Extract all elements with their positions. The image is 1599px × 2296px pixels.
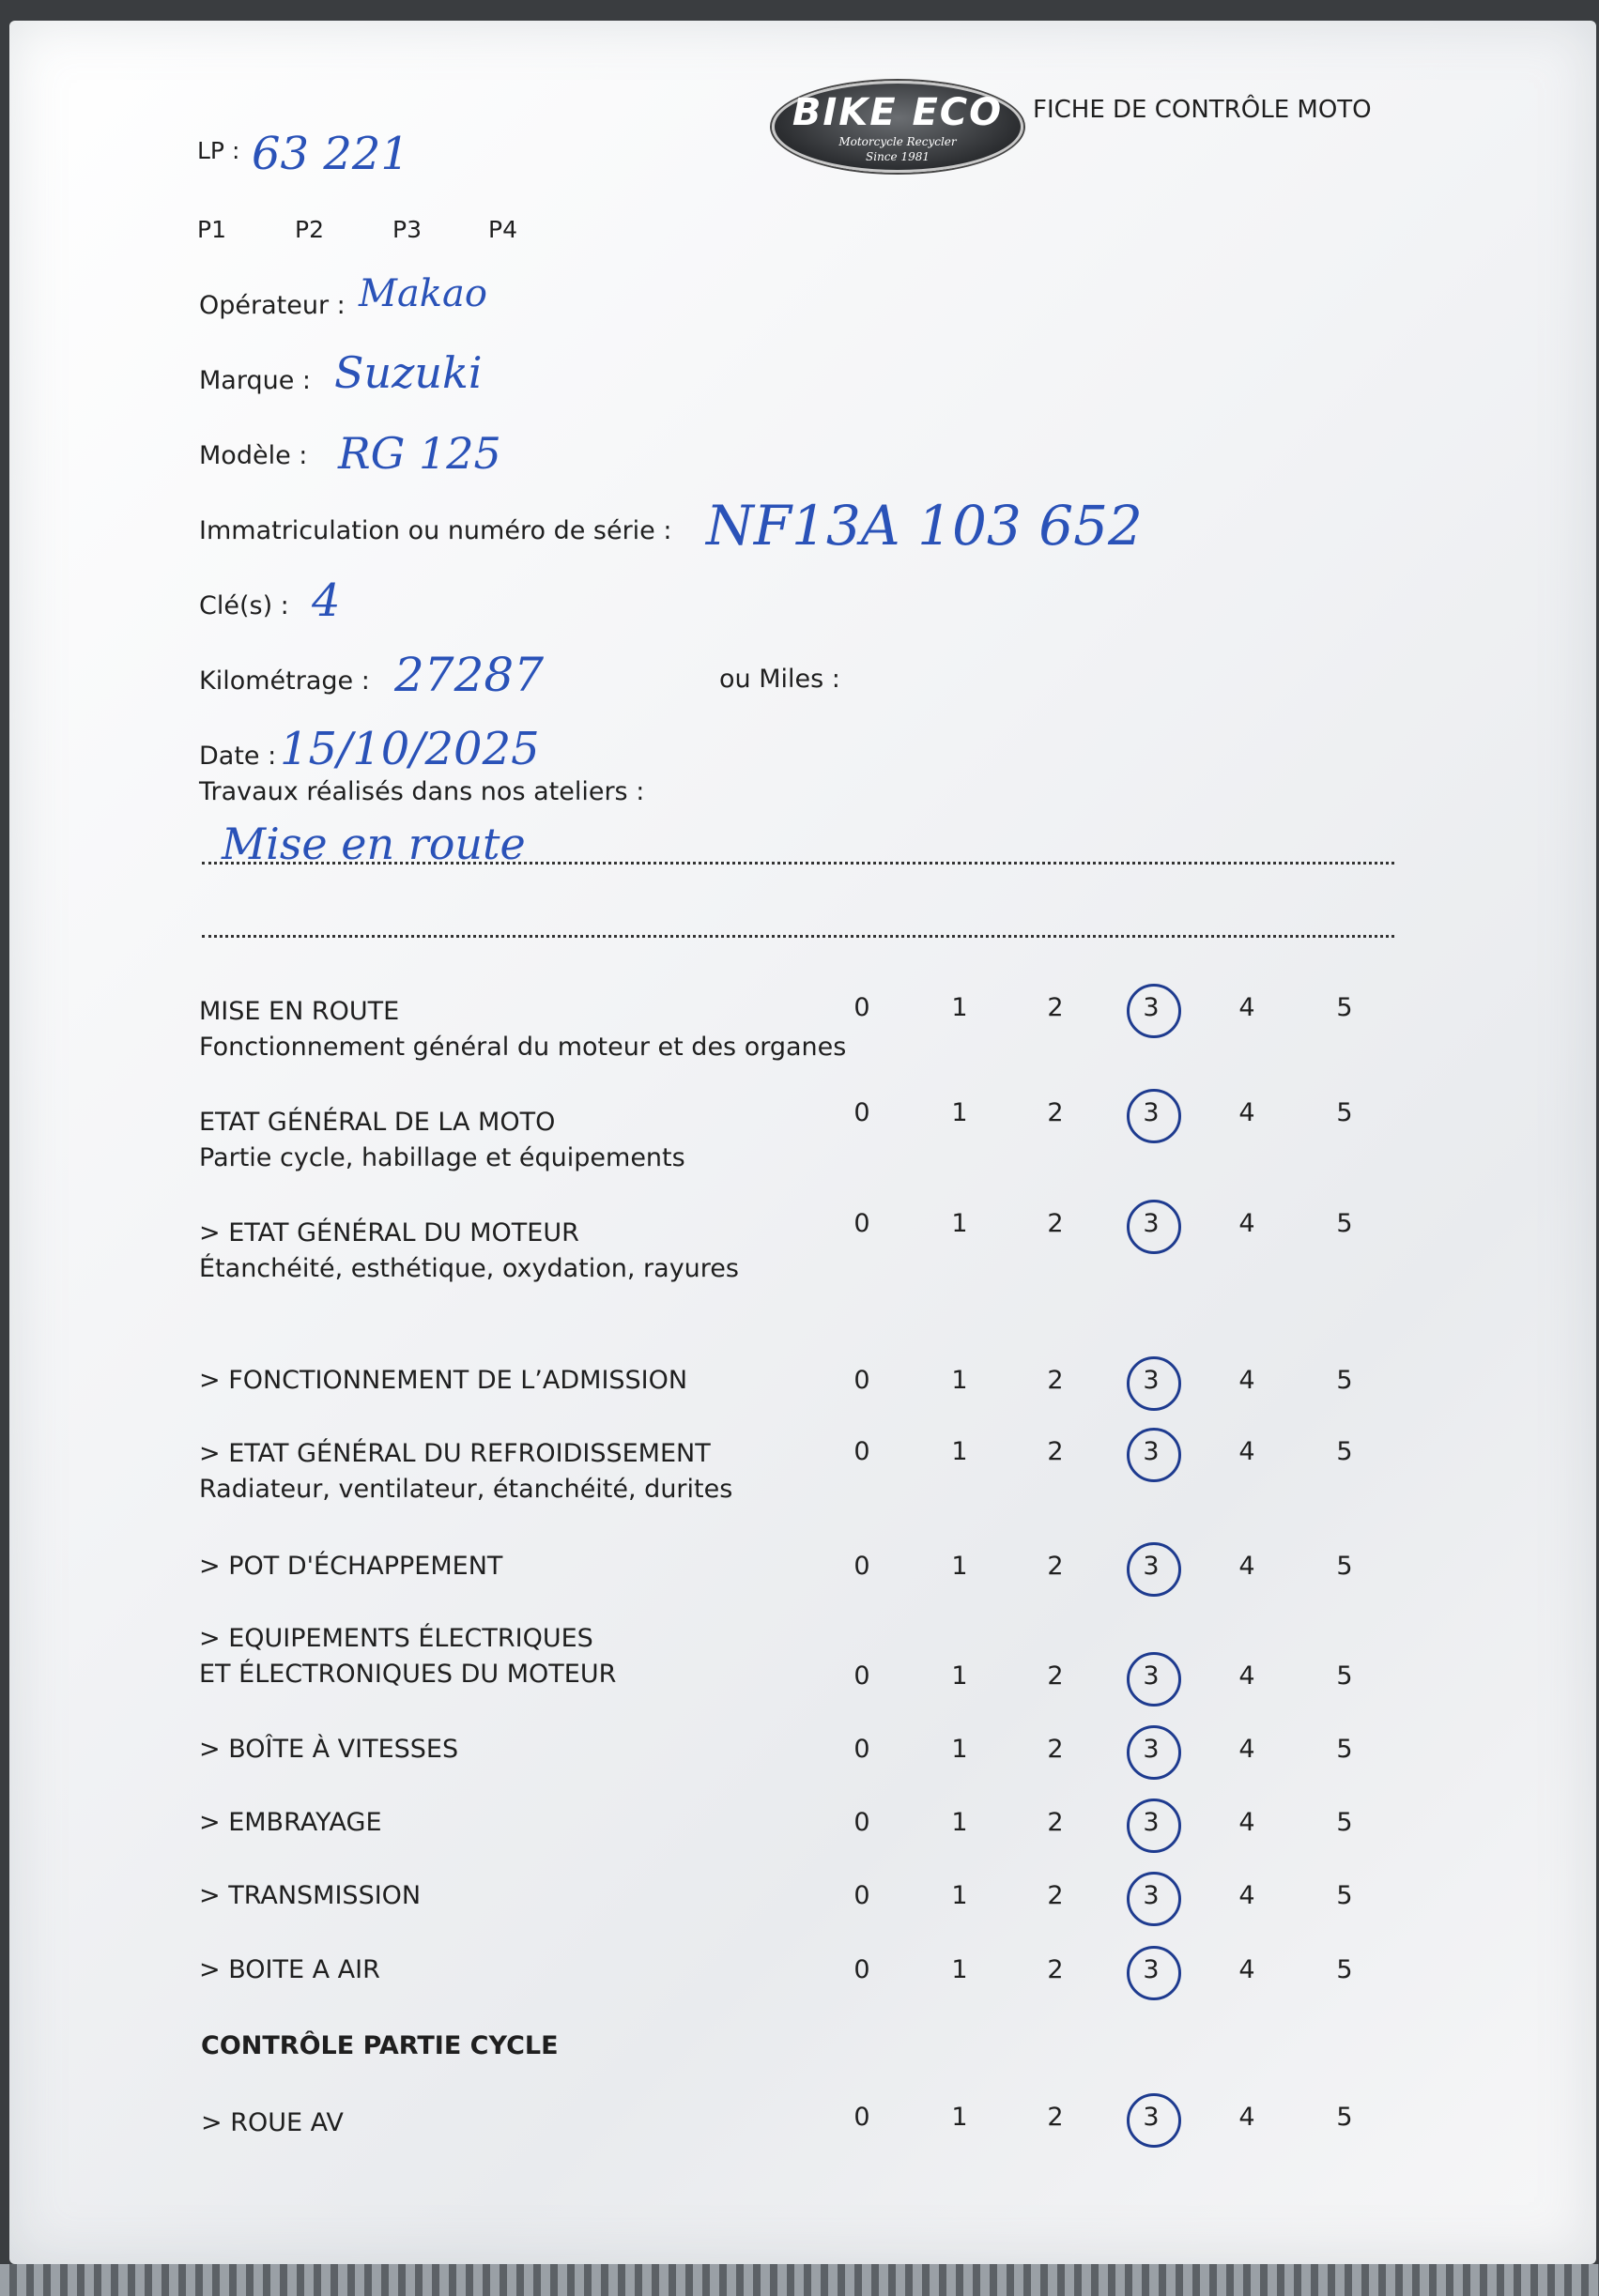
- check-11-score-option-3[interactable]: 3: [1143, 1955, 1160, 1984]
- check-10-rating-scale: [0, 1881, 1599, 1919]
- check-6-score-option-1[interactable]: 1: [951, 1552, 968, 1581]
- check-7-score-option-1[interactable]: 1: [951, 1661, 968, 1691]
- modele-value: RG 125: [338, 428, 501, 479]
- cycle-1-score-option-3[interactable]: 3: [1143, 2103, 1160, 2132]
- check-4-score-option-2[interactable]: 2: [1047, 1366, 1064, 1395]
- check-7-score-option-5[interactable]: 5: [1336, 1661, 1353, 1691]
- cles-label: Clé(s) :: [199, 591, 289, 620]
- immat-value: NF13A 103 652: [706, 494, 1143, 558]
- bike-eco-logo: [772, 81, 1023, 173]
- km-label: Kilométrage :: [199, 666, 370, 696]
- check-2-subtitle: Partie cycle, habillage et équipements: [199, 1143, 685, 1172]
- check-2-score-option-5[interactable]: 5: [1336, 1098, 1353, 1127]
- check-9-score-option-2[interactable]: 2: [1047, 1808, 1064, 1837]
- check-4-title: > FONCTIONNEMENT DE L’ADMISSION: [199, 1366, 688, 1395]
- check-11-score-option-0[interactable]: 0: [853, 1955, 870, 1984]
- check-11-score-option-5[interactable]: 5: [1336, 1955, 1353, 1984]
- check-6-score-option-0[interactable]: 0: [853, 1552, 870, 1581]
- miles-label: ou Miles :: [719, 665, 840, 694]
- check-3-subtitle: Étanchéité, esthétique, oxydation, rayures: [199, 1254, 739, 1283]
- check-4-score-option-1[interactable]: 1: [951, 1366, 968, 1395]
- check-9-score-option-3[interactable]: 3: [1143, 1808, 1160, 1837]
- check-3-title: > ETAT GÉNÉRAL DU MOTEUR: [199, 1218, 579, 1247]
- check-4-score-option-0[interactable]: 0: [853, 1366, 870, 1395]
- immat-label: Immatriculation ou numéro de série :: [199, 516, 672, 545]
- marque-value: Suzuki: [334, 347, 483, 398]
- check-10-score-option-2[interactable]: 2: [1047, 1881, 1064, 1910]
- check-7-title: > EQUIPEMENTS ÉLECTRIQUES: [199, 1624, 593, 1653]
- position-p1: P1: [197, 216, 226, 243]
- cycle-1-score-option-5[interactable]: 5: [1336, 2103, 1353, 2132]
- check-2-selected-score-circle: [1127, 1089, 1181, 1143]
- check-8-title: > BOÎTE À VITESSES: [199, 1735, 459, 1764]
- check-1-score-option-3[interactable]: 3: [1143, 993, 1160, 1022]
- check-10-score-option-4[interactable]: 4: [1238, 1881, 1255, 1910]
- form-sheet: [9, 21, 1596, 2264]
- check-5-subtitle: Radiateur, ventilateur, étanchéité, durites: [199, 1475, 733, 1504]
- cycle-1-score-option-1[interactable]: 1: [951, 2103, 968, 2132]
- check-9-rating-scale: [0, 1808, 1599, 1845]
- travaux-line-1: [202, 862, 1394, 865]
- check-2-score-option-4[interactable]: 4: [1238, 1098, 1255, 1127]
- check-10-title: > TRANSMISSION: [199, 1881, 422, 1910]
- travaux-label: Travaux réalisés dans nos ateliers :: [199, 777, 645, 806]
- check-4-rating-scale: [0, 1366, 1599, 1403]
- check-6-title: > POT D'ÉCHAPPEMENT: [199, 1552, 503, 1581]
- check-3-score-option-5[interactable]: 5: [1336, 1209, 1353, 1238]
- cycle-1-score-option-2[interactable]: 2: [1047, 2103, 1064, 2132]
- check-8-score-option-0[interactable]: 0: [853, 1735, 870, 1764]
- check-8-score-option-1[interactable]: 1: [951, 1735, 968, 1764]
- check-10-score-option-3[interactable]: 3: [1143, 1881, 1160, 1910]
- check-8-score-option-4[interactable]: 4: [1238, 1735, 1255, 1764]
- check-9-selected-score-circle: [1127, 1799, 1181, 1853]
- check-5-score-option-2[interactable]: 2: [1047, 1437, 1064, 1466]
- check-2-rating-scale: [0, 1098, 1599, 1136]
- check-7-selected-score-circle: [1127, 1652, 1181, 1707]
- check-3-score-option-3[interactable]: 3: [1143, 1209, 1160, 1238]
- logo-brand: BIKE ECO: [792, 91, 1004, 134]
- check-8-score-option-5[interactable]: 5: [1336, 1735, 1353, 1764]
- check-6-score-option-3[interactable]: 3: [1143, 1552, 1160, 1581]
- check-1-selected-score-circle: [1127, 984, 1181, 1038]
- check-1-score-option-0[interactable]: 0: [853, 993, 870, 1022]
- km-value: 27287: [394, 648, 545, 702]
- check-4-score-option-3[interactable]: 3: [1143, 1366, 1160, 1395]
- check-6-score-option-5[interactable]: 5: [1336, 1552, 1353, 1581]
- binder-strip: [0, 2264, 1599, 2296]
- check-1-rating-scale: [0, 993, 1599, 1031]
- modele-label: Modèle :: [199, 441, 308, 470]
- check-9-score-option-1[interactable]: 1: [951, 1808, 968, 1837]
- check-5-rating-scale: [0, 1437, 1599, 1475]
- check-5-selected-score-circle: [1127, 1428, 1181, 1482]
- check-7-subtitle: ET ÉLECTRONIQUES DU MOTEUR: [199, 1660, 617, 1689]
- marque-label: Marque :: [199, 366, 312, 395]
- check-10-score-option-5[interactable]: 5: [1336, 1881, 1353, 1910]
- check-3-score-option-1[interactable]: 1: [951, 1209, 968, 1238]
- check-6-selected-score-circle: [1127, 1542, 1181, 1597]
- check-2-score-option-2[interactable]: 2: [1047, 1098, 1064, 1127]
- check-3-selected-score-circle: [1127, 1200, 1181, 1254]
- logo-since: Since 1981: [866, 150, 930, 163]
- check-11-selected-score-circle: [1127, 1946, 1181, 2000]
- cycle-section-heading: CONTRÔLE PARTIE CYCLE: [201, 2031, 559, 2060]
- travaux-line-2: [202, 935, 1394, 938]
- check-7-rating-scale: [0, 1661, 1599, 1699]
- check-9-score-option-5[interactable]: 5: [1336, 1808, 1353, 1837]
- check-7-score-option-0[interactable]: 0: [853, 1661, 870, 1691]
- check-1-score-option-4[interactable]: 4: [1238, 993, 1255, 1022]
- check-5-score-option-4[interactable]: 4: [1238, 1437, 1255, 1466]
- check-1-score-option-5[interactable]: 5: [1336, 993, 1353, 1022]
- check-8-score-option-3[interactable]: 3: [1143, 1735, 1160, 1764]
- check-8-rating-scale: [0, 1735, 1599, 1772]
- check-5-score-option-5[interactable]: 5: [1336, 1437, 1353, 1466]
- check-11-rating-scale: [0, 1955, 1599, 1993]
- check-11-title: > BOITE A AIR: [199, 1955, 380, 1984]
- check-8-selected-score-circle: [1127, 1725, 1181, 1780]
- check-4-selected-score-circle: [1127, 1356, 1181, 1411]
- date-label: Date :: [199, 742, 277, 771]
- check-2-score-option-3[interactable]: 3: [1143, 1098, 1160, 1127]
- check-1-title: MISE EN ROUTE: [199, 997, 400, 1026]
- check-6-score-option-2[interactable]: 2: [1047, 1552, 1064, 1581]
- lp-value: 63 221: [252, 128, 409, 180]
- check-10-score-option-0[interactable]: 0: [853, 1881, 870, 1910]
- check-7-score-option-4[interactable]: 4: [1238, 1661, 1255, 1691]
- check-10-score-option-1[interactable]: 1: [951, 1881, 968, 1910]
- position-p4: P4: [488, 216, 517, 243]
- check-7-score-option-3[interactable]: 3: [1143, 1661, 1160, 1691]
- check-5-score-option-1[interactable]: 1: [951, 1437, 968, 1466]
- check-11-score-option-2[interactable]: 2: [1047, 1955, 1064, 1984]
- check-1-score-option-2[interactable]: 2: [1047, 993, 1064, 1022]
- check-3-rating-scale: [0, 1209, 1599, 1247]
- check-5-score-option-0[interactable]: 0: [853, 1437, 870, 1466]
- position-p2: P2: [295, 216, 324, 243]
- check-11-score-option-1[interactable]: 1: [951, 1955, 968, 1984]
- check-1-score-option-1[interactable]: 1: [951, 993, 968, 1022]
- check-8-score-option-2[interactable]: 2: [1047, 1735, 1064, 1764]
- check-6-rating-scale: [0, 1552, 1599, 1589]
- check-4-score-option-5[interactable]: 5: [1336, 1366, 1353, 1395]
- check-9-title: > EMBRAYAGE: [199, 1808, 382, 1837]
- check-6-score-option-4[interactable]: 4: [1238, 1552, 1255, 1581]
- cles-value: 4: [312, 574, 341, 627]
- check-4-score-option-4[interactable]: 4: [1238, 1366, 1255, 1395]
- check-3-score-option-0[interactable]: 0: [853, 1209, 870, 1238]
- check-2-title: ETAT GÉNÉRAL DE LA MOTO: [199, 1108, 556, 1137]
- cycle-1-score-option-0[interactable]: 0: [853, 2103, 870, 2132]
- cycle-1-selected-score-circle: [1127, 2093, 1181, 2148]
- form-title: FICHE DE CONTRÔLE MOTO: [1033, 96, 1372, 124]
- cycle-1-rating-scale: [0, 2103, 1599, 2140]
- cycle-1-title: > ROUE AV: [201, 2108, 344, 2137]
- position-p3: P3: [392, 216, 422, 243]
- operateur-value: Makao: [359, 272, 487, 315]
- check-2-score-option-1[interactable]: 1: [951, 1098, 968, 1127]
- check-3-score-option-2[interactable]: 2: [1047, 1209, 1064, 1238]
- check-5-title: > ETAT GÉNÉRAL DU REFROIDISSEMENT: [199, 1439, 711, 1468]
- check-5-score-option-3[interactable]: 3: [1143, 1437, 1160, 1466]
- check-1-subtitle: Fonctionnement général du moteur et des organes: [199, 1033, 847, 1062]
- check-11-score-option-4[interactable]: 4: [1238, 1955, 1255, 1984]
- lp-label: LP :: [197, 137, 240, 164]
- check-7-score-option-2[interactable]: 2: [1047, 1661, 1064, 1691]
- logo-tagline: Motorcycle Recycler: [838, 135, 957, 148]
- operateur-label: Opérateur :: [199, 291, 346, 320]
- check-3-score-option-4[interactable]: 4: [1238, 1209, 1255, 1238]
- check-9-score-option-4[interactable]: 4: [1238, 1808, 1255, 1837]
- cycle-1-score-option-4[interactable]: 4: [1238, 2103, 1255, 2132]
- check-10-selected-score-circle: [1127, 1872, 1181, 1926]
- travaux-value: Mise en route: [222, 819, 526, 869]
- date-value: 15/10/2025: [280, 723, 540, 775]
- check-9-score-option-0[interactable]: 0: [853, 1808, 870, 1837]
- check-2-score-option-0[interactable]: 0: [853, 1098, 870, 1127]
